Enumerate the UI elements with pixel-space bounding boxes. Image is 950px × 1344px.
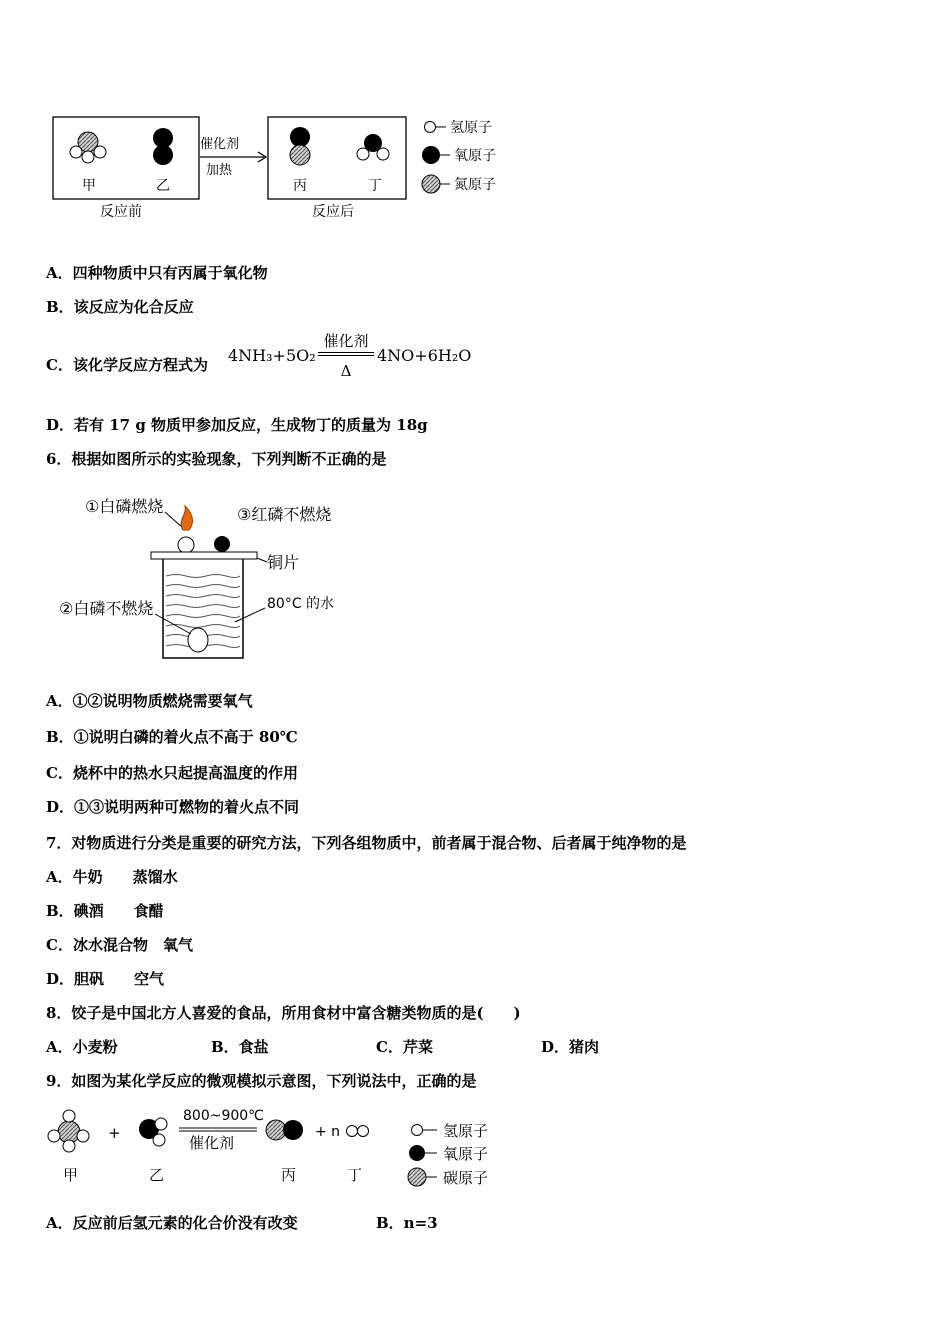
q7-stem: 7．对物质进行分类是重要的研究方法，下列各组物质中，前者属于混合物、后者属于纯净物的是 (46, 834, 687, 852)
hydrogen-atom (358, 1126, 369, 1137)
hydrogen-atom (63, 1140, 75, 1152)
q5-option-c (46, 354, 208, 375)
q5-option-c-prefix: C．该化学反应方程式为 (46, 356, 208, 374)
equation-bar-bottom (318, 355, 374, 356)
red-phosphorus (214, 536, 230, 552)
arrow-condition-top: 催化剂 (200, 137, 240, 152)
white-phosphorus-underwater (188, 628, 208, 652)
label-jia: 甲 (82, 178, 96, 194)
legend-carbon: 碳原子 (443, 1169, 489, 1187)
q5-option-b: B．该反应为化合反应 (46, 298, 194, 316)
legend-hydrogen-icon (412, 1125, 423, 1136)
label-red-phosphorus: ③红磷不燃烧 (237, 505, 332, 524)
condition-temperature: 800~900℃ (183, 1108, 264, 1124)
q9-stem: 9．如图为某化学反应的微观模拟示意图，下列说法中，正确的是 (46, 1072, 477, 1090)
legend-nitrogen: 氮原子 (454, 177, 496, 193)
condition-catalyst: 催化剂 (189, 1134, 235, 1152)
q7-option-c: C．冰水混合物 氧气 (46, 936, 193, 954)
hydrogen-atom (82, 151, 94, 163)
equation-left: 4NH₃+5O₂ (228, 346, 316, 365)
label-white-phosphorus-not-burning: ②白磷不燃烧 (59, 599, 154, 618)
equation-right: 4NO+6H₂O (377, 346, 472, 365)
label-jia: 甲 (63, 1166, 79, 1184)
reaction-diagram-q5 (50, 112, 520, 222)
equation-bar-top (318, 352, 374, 353)
label-bing: 丙 (281, 1166, 297, 1184)
label-ding: 丁 (368, 178, 382, 194)
label-yi: 乙 (156, 178, 170, 194)
q9-option-a: A．反应前后氢元素的化合价没有改变 (46, 1214, 298, 1232)
q9-option-b: B．n=3 (376, 1214, 438, 1232)
q6-option-d: D．①③说明两种可燃物的着火点不同 (46, 798, 300, 816)
nitrogen-atom (290, 145, 310, 165)
q8-option-b: B．食盐 (211, 1038, 269, 1056)
hydrogen-atom (94, 146, 106, 158)
hydrogen-atom (63, 1110, 75, 1122)
q7-option-a: A．牛奶 蒸馏水 (46, 868, 178, 886)
legend-hydrogen: 氢原子 (443, 1122, 489, 1140)
hydrogen-atom (70, 146, 82, 158)
q7-option-d: D．胆矾 空气 (46, 970, 165, 988)
q8-option-a: A．小麦粉 (46, 1038, 118, 1056)
legend-hydrogen: 氢原子 (450, 120, 492, 136)
q8-option-c: C．芹菜 (376, 1038, 433, 1056)
label-yi: 乙 (149, 1166, 165, 1184)
q6-stem: 6．根据如图所示的实验现象，下列判断不正确的是 (46, 450, 387, 468)
oxygen-atom (153, 145, 173, 165)
label-ding: 丁 (347, 1166, 363, 1184)
flame-icon (181, 506, 192, 530)
plus-n: + n (315, 1124, 341, 1140)
copper-sheet (151, 552, 257, 559)
hydrogen-atom (77, 1130, 89, 1142)
legend-oxygen-icon (409, 1145, 425, 1161)
q8-option-d: D．猪肉 (541, 1038, 600, 1056)
legend-nitrogen-icon (422, 175, 440, 193)
equation-condition-top: 催化剂 (323, 332, 369, 350)
q5-option-d: D．若有 17 g 物质甲参加反应，生成物丁的质量为 18g (46, 416, 428, 434)
hydrogen-atom (377, 148, 389, 160)
hydrogen-atom (347, 1126, 358, 1137)
combustion-experiment-figure (55, 488, 355, 668)
label-after: 反应后 (312, 204, 354, 220)
equation-condition-bottom: Δ (340, 362, 352, 380)
hydrogen-atom (153, 1134, 165, 1146)
legend-oxygen: 氧原子 (454, 148, 496, 164)
reaction-diagram-q9 (45, 1100, 515, 1195)
label-white-phosphorus-burning: ①白磷燃烧 (85, 497, 164, 516)
hydrogen-atom (155, 1118, 167, 1130)
hydrogen-atom (357, 148, 369, 160)
q6-option-a: A．①②说明物质燃烧需要氧气 (46, 692, 253, 710)
q8-stem: 8．饺子是中国北方人喜爱的食品，所用食材中富含糖类物质的是( ) (46, 1004, 521, 1022)
label-before: 反应前 (100, 204, 142, 220)
q7-option-b: B．碘酒 食醋 (46, 902, 164, 920)
legend-oxygen: 氧原子 (443, 1145, 489, 1163)
legend-hydrogen-icon (425, 122, 436, 133)
legend-oxygen-icon (422, 146, 440, 164)
oxygen-atom (290, 127, 310, 147)
label-hot-water: 80°C 的水 (267, 596, 335, 612)
q6-option-c: C．烧杯中的热水只起提高温度的作用 (46, 764, 298, 782)
q6-option-b: B．①说明白磷的着火点不高于 80℃ (46, 728, 298, 746)
label-bing: 丙 (293, 178, 307, 194)
legend-carbon-icon (408, 1168, 426, 1186)
hydrogen-atom (48, 1130, 60, 1142)
label-copper-sheet: 铜片 (267, 553, 300, 572)
plus-sign: + (108, 1124, 121, 1142)
white-phosphorus-top (178, 537, 194, 553)
arrow-condition-bottom: 加热 (206, 163, 233, 178)
q5-option-a: A．四种物质中只有丙属于氧化物 (46, 264, 268, 282)
oxygen-atom (283, 1120, 303, 1140)
